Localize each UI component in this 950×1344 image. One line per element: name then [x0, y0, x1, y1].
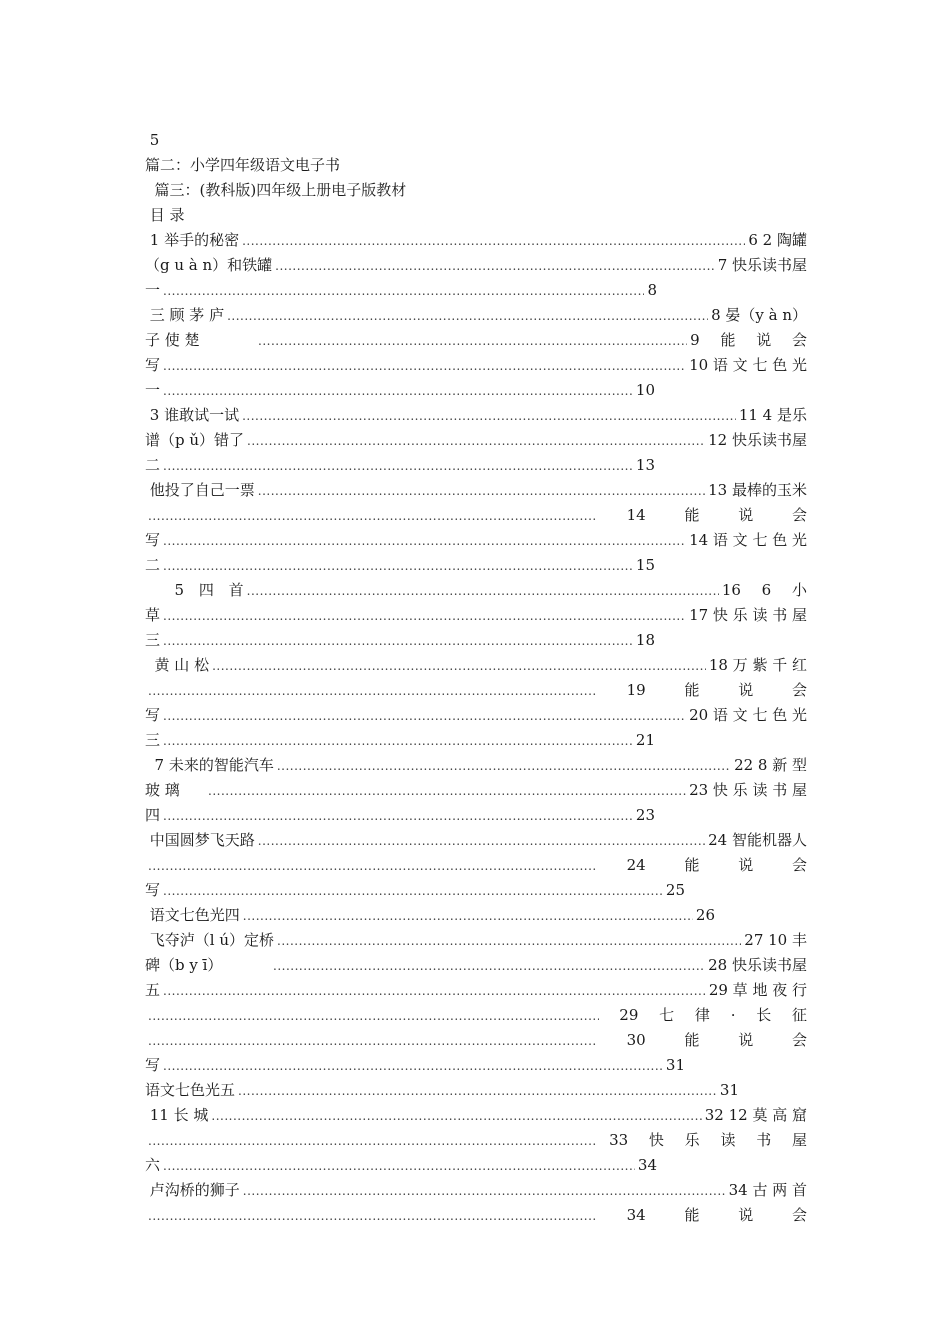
toc-line [145, 699, 807, 724]
dot-leader [275, 258, 715, 274]
toc-line [145, 974, 807, 999]
toc-entry-page: 20 语 文 七 色 光 [689, 706, 807, 724]
toc-entry-title: 3 谁敢试一试 [145, 406, 240, 424]
dot-leader [211, 1108, 701, 1124]
dot-leader [273, 958, 705, 974]
toc-line [145, 1049, 685, 1074]
toc-entry-title: 三 [145, 631, 161, 649]
toc-entry-page: 18 [635, 631, 655, 649]
toc-entry-title: 写 [145, 531, 161, 549]
toc-entry-page: 9 能 说 会 [690, 331, 807, 349]
toc-entry-page: 24 智能机器人 [708, 831, 807, 849]
toc-entry-title: 草 [145, 606, 161, 624]
dot-leader [208, 783, 686, 799]
toc-entry-title: 卢沟桥的狮子 [145, 1181, 240, 1199]
toc-line [145, 874, 685, 899]
toc-entry-title: 二 [145, 456, 161, 474]
toc-entry-page: 28 快乐读书屋 [708, 956, 807, 974]
toc-line [145, 249, 807, 274]
toc-line [145, 649, 807, 674]
toc-entry-page: 23 快 乐 读 书 屋 [689, 781, 807, 799]
toc-entry-page: 17 快 乐 读 书 屋 [689, 606, 807, 624]
dot-leader [163, 708, 686, 724]
toc-line [145, 724, 655, 749]
toc-entry-page: 18 万 紫 千 红 [708, 656, 807, 674]
dot-leader [163, 358, 686, 374]
toc-line [145, 924, 807, 949]
toc-entry-page: 10 [635, 381, 655, 399]
dot-leader [163, 883, 663, 899]
toc-line [145, 799, 655, 824]
toc-entry-title: 飞夺泸（l ú）定桥 [145, 931, 274, 949]
toc-entry-page: 30 能 说 会 [626, 1031, 807, 1049]
toc-entry-page: 32 12 莫 高 窟 [704, 1106, 807, 1124]
toc-line [145, 324, 807, 349]
dot-leader [258, 333, 687, 349]
toc-heading-text: 目 录 [145, 206, 185, 224]
text-line [145, 124, 807, 149]
toc-entry-title: 黄 山 松 [145, 656, 210, 674]
toc-entry-title: 中国圆梦飞天路 [145, 831, 255, 849]
dot-leader [212, 658, 706, 674]
dot-leader [227, 308, 708, 324]
toc-entry-page: 8 [647, 281, 657, 299]
toc-entry-page: 14 语 文 七 色 光 [689, 531, 807, 549]
dot-leader [163, 983, 706, 999]
dot-leader [148, 1008, 599, 1024]
toc-entry-page: 31 [719, 1081, 739, 1099]
toc-entry-page: 11 4 是乐 [738, 406, 807, 424]
toc-entry-page: 34 [637, 1156, 657, 1174]
toc-line [145, 849, 807, 874]
dot-leader [163, 808, 633, 824]
toc-entry-page: 34 能 说 会 [626, 1206, 807, 1224]
line-text: 5 [145, 131, 160, 149]
toc-entry-page: 6 2 陶罐 [748, 231, 807, 249]
toc-entry-page: 13 [635, 456, 655, 474]
dot-leader [148, 1133, 597, 1149]
text-line [145, 149, 807, 174]
toc-line [145, 674, 807, 699]
dot-leader [247, 433, 705, 449]
toc-entry-page: 26 [695, 906, 715, 924]
toc-entry-page: 34 古 两 首 [728, 1181, 807, 1199]
toc-entry-page: 27 10 丰 [744, 931, 807, 949]
toc-line [145, 624, 655, 649]
toc-line [145, 824, 807, 849]
dot-leader [148, 683, 597, 699]
toc-line [145, 299, 807, 324]
toc-entry-page: 13 最棒的玉米 [708, 481, 807, 499]
toc-entry-title: 碑（b y ī） [145, 956, 223, 974]
toc-heading [145, 199, 807, 224]
dot-leader [243, 908, 693, 924]
dot-leader [148, 1033, 597, 1049]
toc-entry-page: 15 [635, 556, 655, 574]
toc-line [145, 949, 807, 974]
toc-line [145, 749, 807, 774]
dot-leader [242, 408, 736, 424]
dot-leader [163, 283, 644, 299]
toc-line [145, 999, 807, 1024]
dot-leader [258, 483, 705, 499]
toc-entry-title: 六 [145, 1156, 161, 1174]
dot-leader [243, 1183, 726, 1199]
toc-entry-page: 29 草 地 夜 行 [708, 981, 807, 999]
dot-leader [163, 1058, 663, 1074]
toc-entry-title: 写 [145, 356, 161, 374]
toc-entry-page: 12 快乐读书屋 [708, 431, 807, 449]
toc-entry-page: 22 8 新 型 [734, 756, 807, 774]
toc-entry-page: 19 能 说 会 [626, 681, 807, 699]
dot-leader [163, 458, 633, 474]
dot-leader [277, 758, 731, 774]
toc-line [145, 349, 807, 374]
toc-line [145, 899, 715, 924]
toc-entry-page: 23 [635, 806, 655, 824]
toc-entry-title: 5 四 首 [145, 581, 244, 599]
toc-entry-page: 14 能 说 会 [626, 506, 807, 524]
toc-line [145, 1174, 807, 1199]
line-text: 篇三：(教科版)四年级上册电子版教材 [145, 181, 407, 199]
dot-leader [247, 583, 719, 599]
toc-entry-page: 33 快 乐 读 书 屋 [609, 1131, 807, 1149]
toc-entry-title: 一 [145, 281, 161, 299]
toc-line [145, 449, 655, 474]
toc-line [145, 224, 807, 249]
toc-entry-title: 写 [145, 1056, 161, 1074]
dot-leader [242, 233, 745, 249]
toc-entry-title: 四 [145, 806, 161, 824]
toc-entry-title: 三 顾 茅 庐 [145, 306, 225, 324]
toc-line [145, 424, 807, 449]
toc-line [145, 474, 807, 499]
toc-line [145, 599, 807, 624]
line-text: 篇二：小学四年级语文电子书 [145, 156, 341, 174]
dot-leader [163, 558, 633, 574]
toc-entry-title: 11 长 城 [145, 1106, 209, 1124]
toc-entry-page: 7 快乐读书屋 [717, 256, 807, 274]
text-line [145, 174, 807, 199]
toc-entry-title: 五 [145, 981, 161, 999]
toc-entry-title: 写 [145, 706, 161, 724]
dot-leader [238, 1083, 717, 1099]
toc-line [145, 399, 807, 424]
toc-entry-title: 一 [145, 381, 161, 399]
toc-entry-title: （g u à n）和铁罐 [145, 256, 273, 274]
dot-leader [277, 933, 741, 949]
toc-entry-page: 24 能 说 会 [626, 856, 807, 874]
dot-leader [163, 633, 633, 649]
toc-entry-title: 谱（p ǔ）错了 [145, 431, 245, 449]
toc-line [145, 1149, 657, 1174]
dot-leader [163, 1158, 635, 1174]
dot-leader [148, 858, 597, 874]
dot-leader [163, 533, 686, 549]
toc-line [145, 1199, 807, 1224]
toc-entry-title: 玻 璃 [145, 781, 180, 799]
toc-entry-page: 31 [665, 1056, 685, 1074]
dot-leader [163, 608, 686, 624]
toc-entry-title: 语文七色光五 [145, 1081, 236, 1099]
toc-entry-page: 8 晏（y à n） [711, 306, 807, 324]
toc-line [145, 1124, 807, 1149]
toc-entry-title: 1 举手的秘密 [145, 231, 240, 249]
toc-line [145, 1024, 807, 1049]
dot-leader [163, 733, 633, 749]
dot-leader [148, 1208, 597, 1224]
toc-entry-page: 25 [665, 881, 685, 899]
toc-line [145, 499, 807, 524]
toc-entry-title: 二 [145, 556, 161, 574]
toc-entry-title: 三 [145, 731, 161, 749]
toc-entry-title: 语文七色光四 [145, 906, 240, 924]
dot-leader [258, 833, 705, 849]
dot-leader [148, 508, 597, 524]
toc-entry-page: 29 七 律 · 长 征 [619, 1006, 807, 1024]
toc-line [145, 374, 655, 399]
toc-entry-title: 写 [145, 881, 161, 899]
toc-line [145, 1074, 739, 1099]
toc-line [145, 574, 807, 599]
toc-line [145, 524, 807, 549]
toc-entry-page: 10 语 文 七 色 光 [689, 356, 807, 374]
dot-leader [163, 383, 633, 399]
toc-line [145, 1099, 807, 1124]
toc-entry-page: 21 [635, 731, 655, 749]
toc-line [145, 774, 807, 799]
toc-entry-title: 他投了自己一票 [145, 481, 255, 499]
toc-line [145, 274, 657, 299]
toc-line [145, 549, 655, 574]
toc-entry-title: 子 使 楚 [145, 331, 200, 349]
toc-entry-title: 7 未来的智能汽车 [145, 756, 274, 774]
toc-entry-page: 16 6 小 [721, 581, 807, 599]
